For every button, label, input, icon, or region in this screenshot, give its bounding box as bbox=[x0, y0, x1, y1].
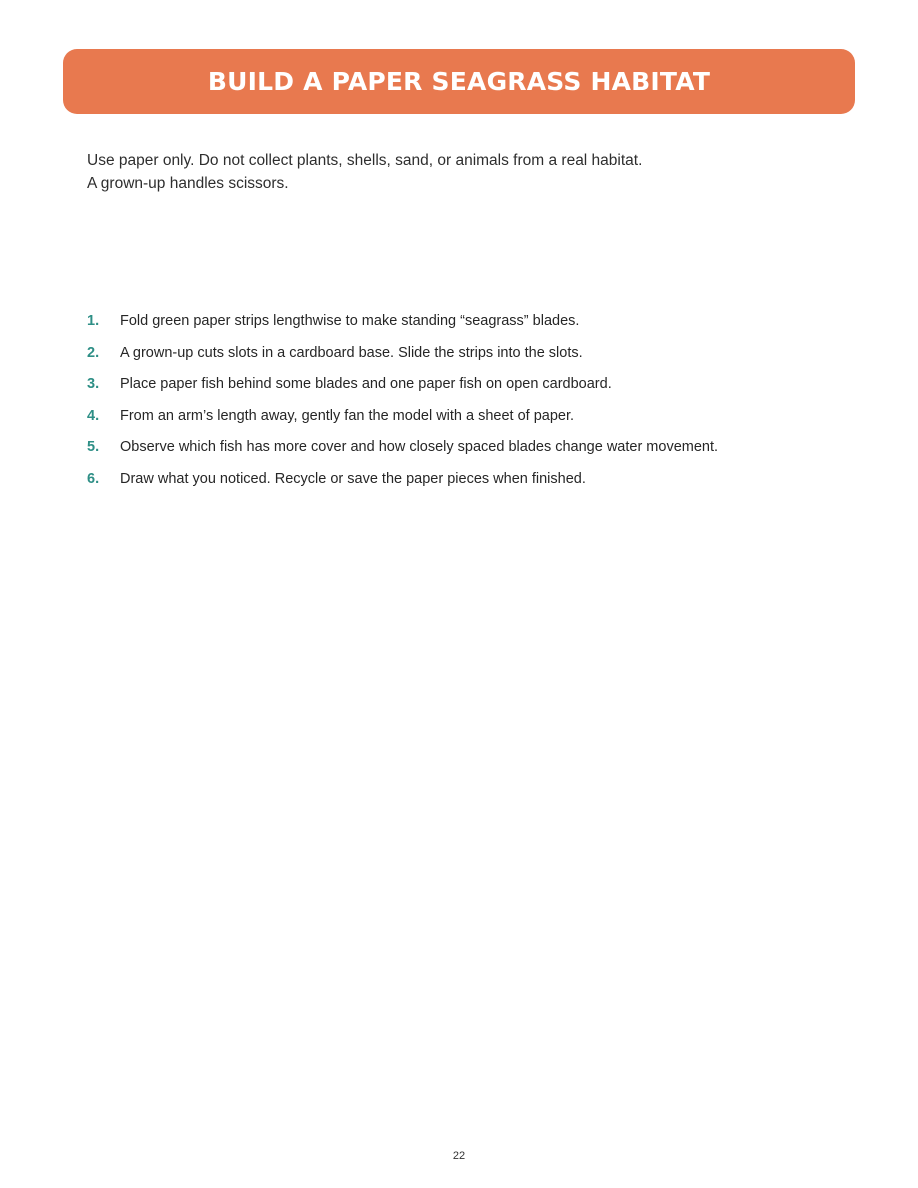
step-number: 2. bbox=[87, 344, 100, 361]
step-text: From an arm’s length away, gently fan the model with a sheet of paper. bbox=[120, 407, 575, 424]
step-text: Observe which fish has more cover and how closely spaced blades change water movement. bbox=[120, 439, 719, 455]
step-text: Draw what you noticed. Recycle or save the paper pieces when finished. bbox=[120, 470, 586, 487]
title-banner bbox=[63, 49, 855, 114]
step-item bbox=[87, 437, 727, 458]
instruction-steps bbox=[87, 311, 727, 500]
step-number: 6. bbox=[87, 470, 100, 487]
step-number: 1. bbox=[87, 313, 100, 329]
step-text: A grown-up cuts slots in a cardboard base. Slide the strips into the slots. bbox=[120, 344, 583, 361]
step-number: 4. bbox=[87, 407, 100, 424]
step-item bbox=[87, 469, 727, 490]
step-number: 3. bbox=[87, 376, 100, 392]
step-item bbox=[87, 343, 727, 364]
page-number: 22 bbox=[452, 1150, 466, 1162]
step-text: Place paper fish behind some blades and one paper fish on open cardboard. bbox=[120, 376, 612, 392]
step-text: Fold green paper strips lengthwise to make standing “seagrass” blades. bbox=[120, 313, 580, 329]
step-item bbox=[87, 406, 727, 427]
step-item bbox=[87, 374, 727, 395]
step-number: 5. bbox=[87, 439, 100, 455]
step-item bbox=[87, 311, 727, 332]
page-title: BUILD A PAPER SEAGRASS HABITAT bbox=[207, 67, 711, 96]
safety-note: Use paper only. Do not collect plants, shells, sand, or animals from a real habitat. A grown-up handles scissors. bbox=[87, 152, 643, 192]
